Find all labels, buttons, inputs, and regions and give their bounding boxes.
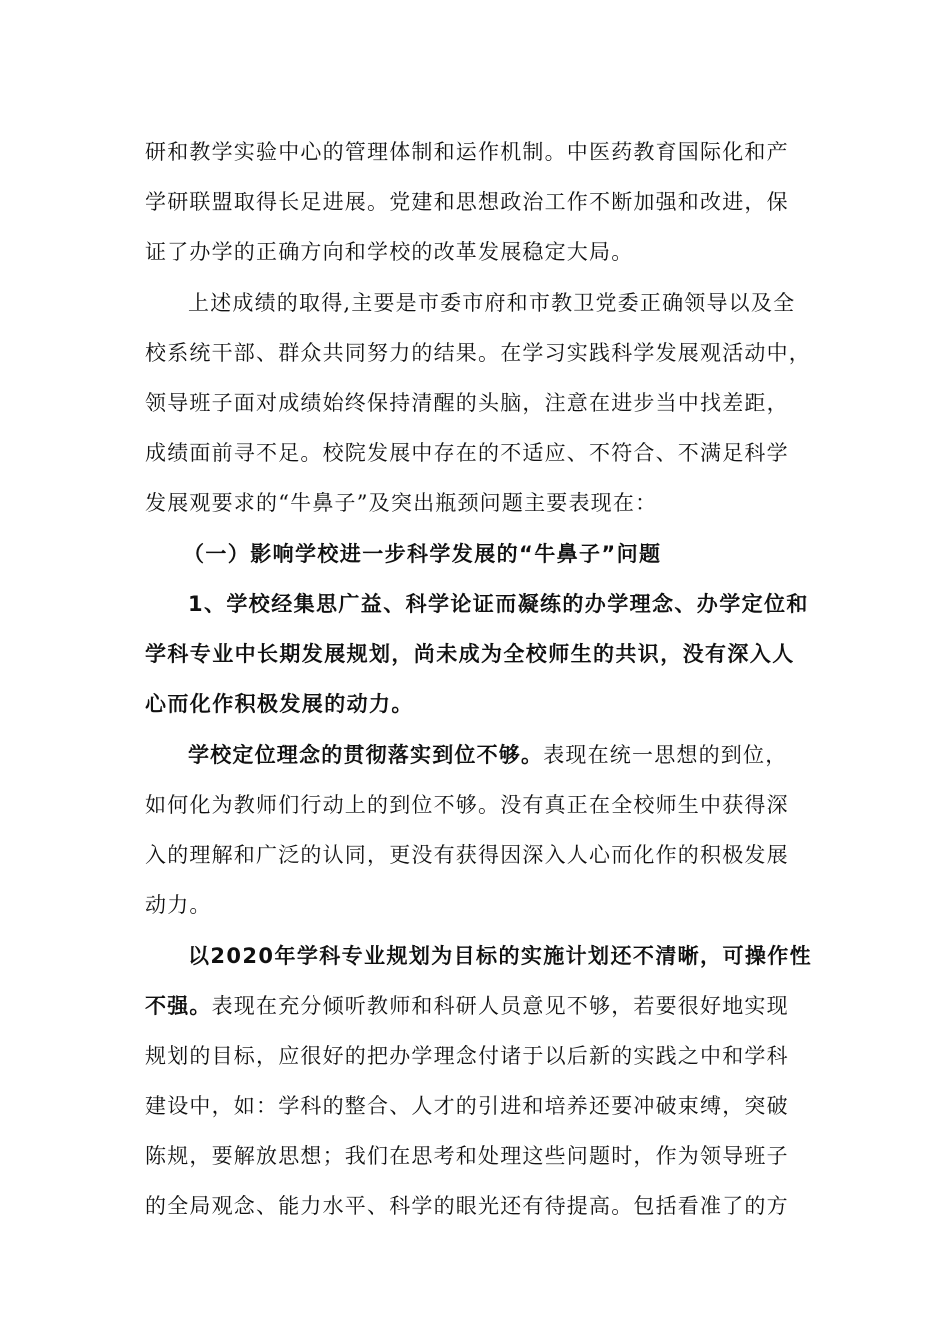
point-heading-line: 心而化作积极发展的动力。 — [145, 692, 414, 716]
bold-lead: 不强。 — [145, 994, 212, 1018]
paragraph-text: 表现在充分倾听教师和科研人员意见不够，若要很好地实现 — [211, 994, 789, 1018]
paragraph-line: 成绩面前寻不足。校院发展中存在的不适应、不符合、不满足科学 — [145, 441, 789, 465]
paragraph-line — [188, 739, 787, 769]
paragraph-line: 的全局观念、能力水平、科学的眼光还有待提高。包括看准了的方 — [145, 1194, 789, 1218]
bold-lead: 学校定位理念的贯彻落实到位不够。 — [188, 743, 544, 767]
paragraph-line: 建设中，如：学科的整合、人才的引进和培养还要冲破束缚，突破 — [145, 1094, 789, 1118]
paragraph-line: 发展观要求的“牛鼻子”及突出瓶颈问题主要表现在： — [145, 491, 658, 515]
paragraph-line: 陈规，要解放思想；我们在思考和处理这些问题时，作为领导班子 — [145, 1144, 789, 1168]
paragraph-line: 研和教学实验中心的管理体制和运作机制。中医药教育国际化和产 — [145, 140, 789, 164]
bold-lead-line: 以2020年学科专业规划为目标的实施计划还不清晰，可操作性 — [188, 944, 813, 968]
paragraph-line: 校系统干部、群众共同努力的结果。在学习实践科学发展观活动中， — [145, 341, 811, 365]
paragraph-line: 动力。 — [145, 893, 212, 917]
paragraph-text: 表现在统一思想的到位， — [543, 743, 788, 767]
paragraph-line — [145, 990, 789, 1020]
paragraph-line: 领导班子面对成绩始终保持清醒的头脑，注意在进步当中找差距， — [145, 391, 789, 415]
paragraph-line: 上述成绩的取得,主要是市委市府和市教卫党委正确领导以及全 — [188, 291, 796, 315]
paragraph-line: 学研联盟取得长足进展。党建和思想政治工作不断加强和改进，保 — [145, 190, 789, 214]
paragraph-line: 入的理解和广泛的认同，更没有获得因深入人心而化作的积极发展 — [145, 843, 789, 867]
point-heading-line: 学科专业中长期发展规划，尚未成为全校师生的共识，没有深入人 — [145, 642, 795, 666]
section-heading: （一）影响学校进一步科学发展的“牛鼻子”问题 — [183, 542, 662, 566]
paragraph-line: 如何化为教师们行动上的到位不够。没有真正在全校师生中获得深 — [145, 793, 789, 817]
paragraph-line: 规划的目标，应很好的把办学理念付诸于以后新的实践之中和学科 — [145, 1044, 789, 1068]
point-heading-line: 1、学校经集思广益、科学论证而凝练的办学理念、办学定位和 — [188, 592, 809, 616]
paragraph-line: 证了办学的正确方向和学校的改革发展稳定大局。 — [145, 240, 634, 264]
